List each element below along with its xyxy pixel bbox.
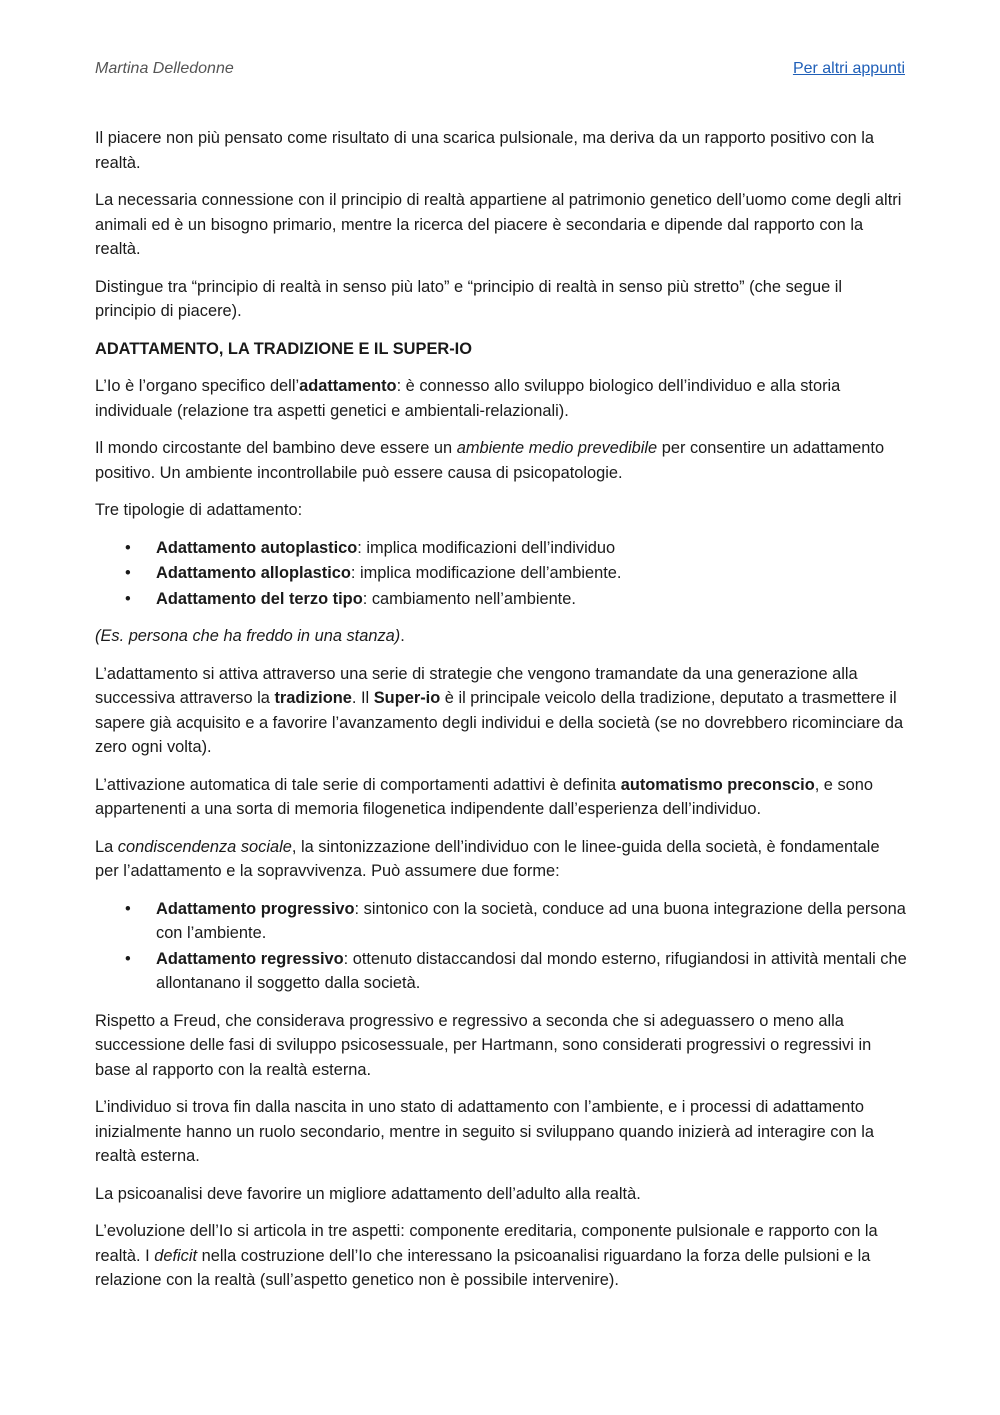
text-run: L’Io è l’organo specifico dell’ <box>95 377 300 395</box>
bullet-icon: • <box>125 949 131 968</box>
paragraph: Tre tipologie di adattamento: <box>95 501 303 519</box>
paragraph <box>95 436 907 485</box>
text-run: La <box>95 837 118 856</box>
text-run: : sintonico con la società, conduce ad una buona integrazione della persona con l’ambiente. <box>156 899 906 942</box>
text-run: : implica modificazione dell’ambiente. <box>350 564 622 582</box>
italic-term: deficit <box>154 1246 198 1265</box>
section-heading: ADATTAMENTO, LA TRADIZIONE E IL SUPER-IO <box>95 339 472 358</box>
paragraph <box>95 835 907 884</box>
document-body <box>95 126 907 1306</box>
paragraph: La necessaria connessione con il principio di realtà appartiene al patrimonio genetico dell’uomo come degli altri animali ed è un bisogno primario, mentre la ricerca del piacere è secondaria e dipende dal rapporto con la realtà. <box>95 191 902 258</box>
bullet-list <box>95 897 907 996</box>
paragraph <box>95 773 907 822</box>
paragraph: Rispetto a Freud, che considerava progressivo e regressivo a seconda che si adeguassero o meno alla successione delle fasi di sviluppo psicosessuale, per Hartmann, sono considerati progressivi o regressivi in base al rapporto con la realtà esterna. <box>95 1011 872 1079</box>
text-run: Il mondo circostante del bambino deve essere un <box>95 439 457 457</box>
text-run: : cambiamento nell’ambiente. <box>362 589 576 608</box>
list-item <box>125 561 907 586</box>
text-run: , e sono appartenenti a una sorta di memoria filogenetica indipendente dall’esperienza dell’individuo. <box>95 775 874 818</box>
text-run: : è connesso allo sviluppo biologico dell’individuo e alla storia individuale (relazione tra aspetti genetici e ambientali-relazionali). <box>95 377 841 420</box>
text-run: nella costruzione dell’Io che interessano la psicoanalisi riguardano la forza delle pulsioni e la relazione con la realtà (sull’aspetto genetico non è possibile intervenire). <box>95 1246 871 1289</box>
bold-term: tradizione <box>274 689 352 707</box>
list-item <box>125 897 907 946</box>
paragraph: Distingue tra “principio di realtà in senso più lato” e “principio di realtà in senso più stretto” (che segue il principio di piacere). <box>95 277 843 320</box>
more-notes-link[interactable]: Per altri appunti <box>792 60 905 77</box>
bold-term: Adattamento alloplastico <box>156 564 351 582</box>
paragraph <box>95 1219 907 1293</box>
text-run: è il principale veicolo della tradizione, deputato a trasmettere il sapere già acquisito e a favorire l’avanzamento degli individui e della società (se no dovrebbero ricominciare da zero ogni volta). <box>95 689 904 756</box>
bold-term: Adattamento autoplastico <box>156 538 358 557</box>
bold-term: automatismo preconscio <box>620 775 815 794</box>
italic-term: ambiente medio prevedibile <box>456 439 658 457</box>
text-run: per consentire un adattamento positivo. Un ambiente incontrollabile può essere causa di psicopatologie. <box>95 439 885 482</box>
page-header <box>95 60 905 84</box>
list-item <box>125 947 907 996</box>
bullet-list <box>95 536 907 612</box>
bullet-icon: • <box>125 589 131 608</box>
text-run: , la sintonizzazione dell’individuo con le linee-guida della società, è fondamentale per l’adattamento e la sopravvivenza. Può assumere due forme: <box>95 837 880 880</box>
bold-term: Super-io <box>373 689 441 707</box>
paragraph <box>95 662 907 760</box>
bold-term: Adattamento regressivo <box>156 949 344 968</box>
paragraph: L’individuo si trova fin dalla nascita in uno stato di adattamento con l’ambiente, e i processi di adattamento inizialmente hanno un ruolo secondario, mentre in seguito si sviluppano quando inizierà ad interagire con la realtà esterna. <box>95 1098 875 1165</box>
italic-term: condiscendenza sociale <box>117 837 292 856</box>
text-run: L’adattamento si attiva attraverso una serie di strategie che vengono tramandate da una generazione alla successiva attraverso la <box>95 664 858 707</box>
list-item <box>125 587 907 612</box>
bullet-icon: • <box>125 899 131 918</box>
bullet-icon: • <box>125 538 131 557</box>
paragraph: La psicoanalisi deve favorire un migliore adattamento dell’adulto alla realtà. <box>95 1184 641 1203</box>
bold-term: adattamento <box>299 377 397 395</box>
text-run: L’attivazione automatica di tale serie di comportamenti adattivi è definita <box>95 775 621 794</box>
text-run: : implica modificazioni dell’individuo <box>357 538 616 557</box>
text-run: : ottenuto distaccandosi dal mondo esterno, rifugiandosi in attività mentali che allontanano il soggetto dalla società. <box>156 949 907 992</box>
bold-term: Adattamento progressivo <box>156 899 355 918</box>
paragraph: Il piacere non più pensato come risultato di una scarica pulsionale, ma deriva da un rapporto positivo con la realtà. <box>95 129 875 172</box>
bold-term: Adattamento del terzo tipo <box>156 589 363 608</box>
paragraph <box>95 624 907 649</box>
bullet-icon: • <box>125 564 131 582</box>
text-run: . Il <box>351 689 374 707</box>
paragraph <box>95 374 907 423</box>
list-item <box>125 536 907 561</box>
text-run: . <box>400 627 405 645</box>
author-name: Martina Delledonne <box>95 60 234 77</box>
italic-example: (Es. persona che ha freddo in una stanza) <box>95 627 401 645</box>
text-run: L’evoluzione dell’Io si articola in tre aspetti: componente ereditaria, componente pulsionale e rapporto con la realtà. I <box>95 1222 878 1265</box>
